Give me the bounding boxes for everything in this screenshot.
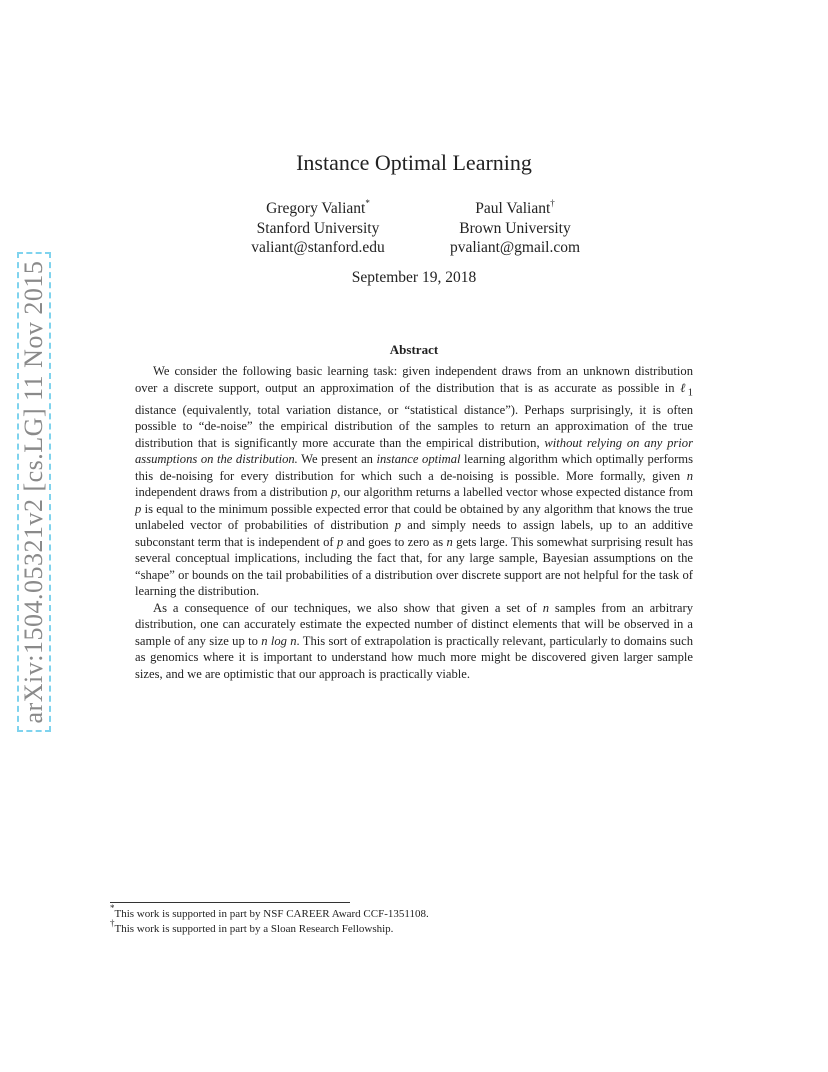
author-affiliation: Brown University (459, 219, 571, 237)
abstract-paragraph-1: We consider the following basic learning task: given independent draws from an unknown distribution over a discrete support, output an approximation of the distribution that is as accurate as possible in ℓ$_1$ distance (equivalently, total variation distance, or “statistical distance”). Perhaps surprisingly, it is often possible to “de-noise” the empirical distribution of the samples to return an approximation of the true distribution that is significantly more accurate than the empirical distribution, without relying on any prior assumptions on the distribution. We present an instance optimal learning algorithm which optimally performs this de-noising for every distribution for which such a de-noising is possible. More formally, given n independent draws from a distribution p, our algorithm returns a labelled vector whose expected distance from p is equal to the minimum possible expected error that could be obtained by any algorithm that knows the true unlabeled vector of probabilities of distribution p and simply needs to assign labels, up to an additive subconstant term that is independent of p and goes to zero as n gets large. This somewhat surprising result has several conceptual implications, including the fact that, for any large sample, Bayesian assumptions on the “shape” or bounds on the tail probabilities of a distribution over discrete support are not helpful for the task of learning the distribution. (135, 364, 694, 599)
author-block-2 (440, 199, 590, 258)
paper-title: Instance Optimal Learning (296, 150, 532, 175)
footnotes (110, 903, 710, 937)
arxiv-identifier: arXiv:1504.05321v2 [cs.LG] 11 Nov 2015 (19, 260, 48, 724)
author-email: pvaliant@gmail.com (449, 239, 581, 256)
abstract-body (135, 363, 693, 682)
footnote-1: *This work is supported in part by NSF CAREER Award CCF-1351108. (110, 903, 429, 920)
author-name: Paul Valiant† (475, 197, 555, 217)
author-affiliation: Stanford University (256, 219, 380, 237)
abstract-heading: Abstract (389, 342, 439, 357)
author-footnote-mark: † (550, 197, 555, 208)
author-block-1 (240, 199, 396, 258)
author-email: valiant@stanford.edu (251, 239, 385, 256)
author-name: Gregory Valiant* (266, 197, 370, 217)
abstract-paragraph-2: As a consequence of our techniques, we also show that given a set of n samples from an arbitrary distribution, one can accurately estimate the expected number of distinct elements that will be observed in a sample of any size up to n log n. This sort of extrapolation is practically relevant, particularly to domains such as genomics where it is important to understand how much more might be discovered given larger sample sizes, and we are optimistic that our approach is practically viable. (135, 600, 693, 681)
footnote-divider (110, 902, 350, 903)
author-footnote-mark: * (365, 197, 370, 208)
paper-date: September 19, 2018 (351, 269, 477, 286)
footnote-2: †This work is supported in part by a Sloan Research Fellowship. (110, 918, 394, 935)
